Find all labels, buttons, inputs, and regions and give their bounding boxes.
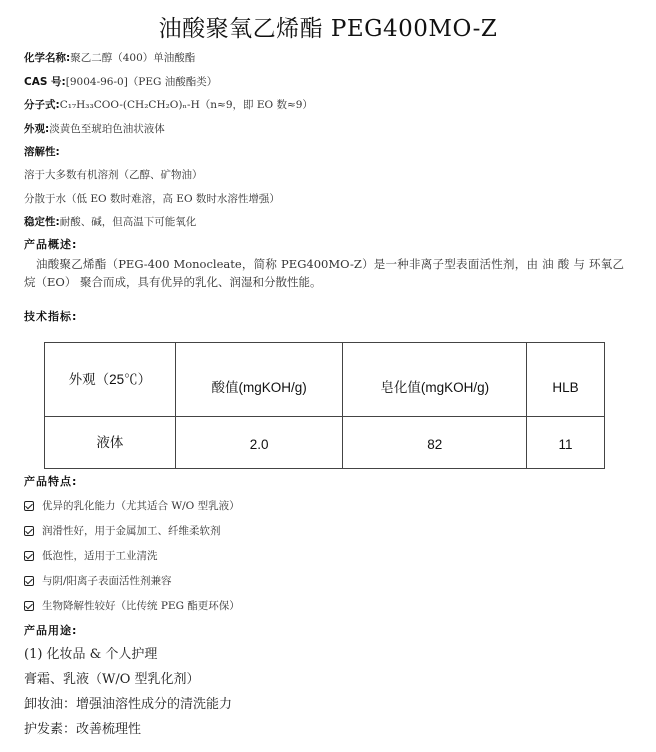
checkbox-icon <box>24 526 34 536</box>
appearance-label: 外观: <box>24 123 50 135</box>
overview-text: 油酸聚乙烯酯（PEG-400 Monocleate，简称 PEG400MO-Z）是一种非离子型表面活性剂，由 油 酸 与 环氧乙烷（EO） 聚合而成，具有优异的乳化、润湿和分散性能。 <box>24 257 624 289</box>
feature-text: 生物降解性较好（比传统 PEG 酯更环保） <box>42 600 240 612</box>
use-item: 膏霜、乳液（W/O 型乳化剂） <box>24 672 200 687</box>
spec-value-appearance: 液体 <box>45 417 176 469</box>
cas-row <box>24 75 217 89</box>
spec-table <box>44 342 605 469</box>
overview-heading: 产品概述: <box>24 238 78 251</box>
chem-name-value: 聚乙二醇（400）单油酸酯 <box>70 52 196 64</box>
appearance-value: 淡黄色至琥珀色油状液体 <box>49 123 165 135</box>
feature-text: 润滑性好，用于金属加工、纤维柔软剂 <box>42 525 221 537</box>
checkbox-icon <box>24 501 34 511</box>
feature-text: 优异的乳化能力（尤其适合 W/O 型乳液） <box>42 500 240 512</box>
formula-row <box>24 98 313 112</box>
feature-text: 与阴/阳离子表面活性剂兼容 <box>42 575 172 587</box>
formula-label: 分子式: <box>24 99 60 111</box>
checkbox-icon <box>24 551 34 561</box>
chem-name-label: 化学名称: <box>24 52 71 64</box>
feature-item <box>24 499 240 513</box>
spec-value-saponification-value: 82 <box>343 417 527 469</box>
solubility-line1: 溶于大多数有机溶剂（乙醇、矿物油） <box>24 169 203 181</box>
stability-label: 稳定性: <box>24 216 60 228</box>
cas-value: [9004-96-0]（PEG 油酸酯类） <box>65 76 218 88</box>
stability-row <box>24 215 196 229</box>
cas-label: CAS 号: <box>24 76 66 88</box>
feature-item <box>24 599 240 613</box>
use-item: 卸妆油：增强油溶性成分的清洗能力 <box>24 697 233 712</box>
use-item: 护发素：改善梳理性 <box>24 722 142 737</box>
solubility-label: 溶解性: <box>24 146 60 158</box>
stability-value: 耐酸、碱，但高温下可能氧化 <box>59 216 197 228</box>
solubility-line2: 分散于水（低 EO 数时难溶，高 EO 数时水溶性增强） <box>24 193 280 205</box>
document-title: 油酸聚氧乙烯酯 PEG400MO-Z <box>158 16 498 42</box>
spec-header-appearance: 外观（25℃） <box>45 343 176 417</box>
uses-heading: 产品用途: <box>24 624 78 637</box>
spec-header-saponification-value: 皂化值(mgKOH/g) <box>343 343 527 417</box>
spec-header-row <box>45 343 605 417</box>
solubility-row <box>24 145 60 159</box>
feature-item <box>24 524 221 538</box>
spec-value-row <box>45 417 605 469</box>
chem-name-row <box>24 51 195 65</box>
spec-value-hlb: 11 <box>527 417 605 469</box>
feature-item <box>24 549 158 563</box>
spec-value-acid-value: 2.0 <box>175 417 343 469</box>
spec-heading: 技术指标: <box>24 310 78 323</box>
checkbox-icon <box>24 576 34 586</box>
checkbox-icon <box>24 601 34 611</box>
spec-header-hlb: HLB <box>527 343 605 417</box>
feature-text: 低泡性，适用于工业清洗 <box>42 550 158 562</box>
feature-item <box>24 574 172 588</box>
use-item: (1) 化妆品 & 个人护理 <box>24 647 158 662</box>
appearance-row <box>24 122 165 136</box>
formula-value: C₁₇H₃₃COO-(CH₂CH₂O)ₙ-H（n≈9，即 EO 数≈9） <box>59 99 313 111</box>
spec-header-acid-value: 酸值(mgKOH/g) <box>175 343 343 417</box>
features-heading: 产品特点: <box>24 475 78 488</box>
